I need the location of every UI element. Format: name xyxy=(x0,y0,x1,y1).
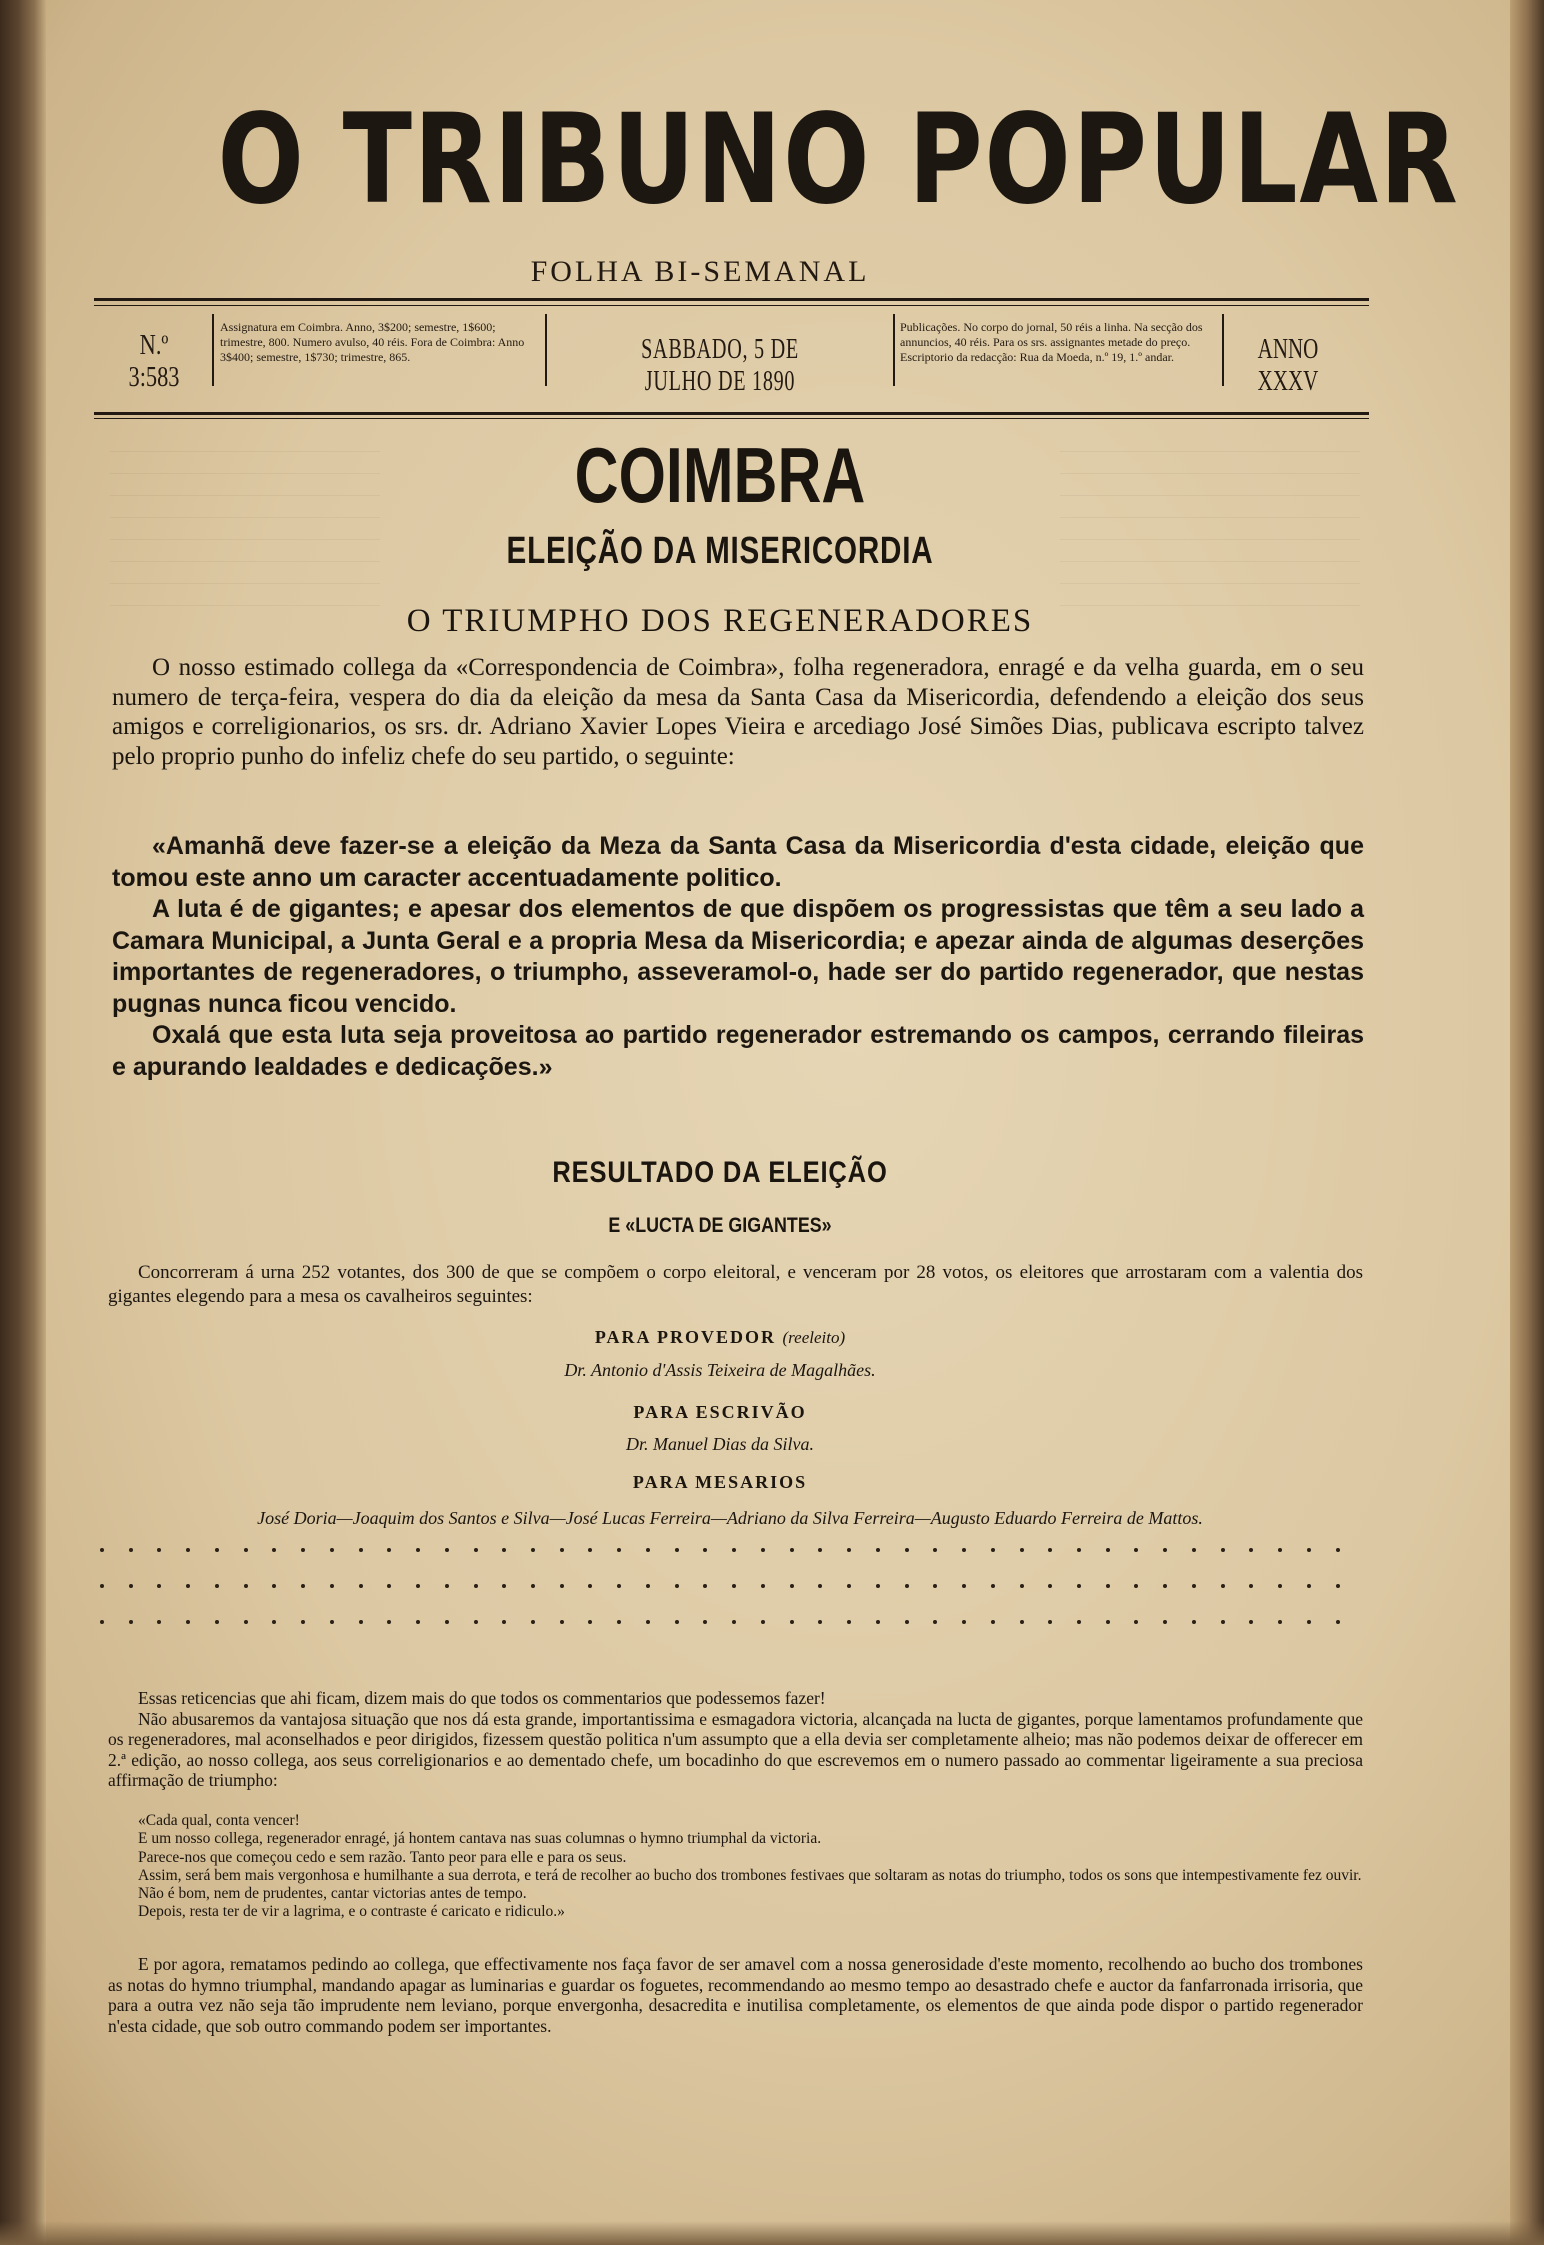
ellipsis-dot-row xyxy=(100,1604,1340,1640)
ellipsis-dot xyxy=(186,1584,190,1588)
ellipsis-dot xyxy=(474,1548,478,1552)
self-quote-line: «Cada qual, conta vencer! xyxy=(138,1812,300,1829)
ellipsis-dot xyxy=(330,1620,334,1624)
ellipsis-dot xyxy=(646,1584,650,1588)
ellipsis-dot xyxy=(1249,1584,1253,1588)
ellipsis-dot xyxy=(962,1620,966,1624)
ellipsis-dot xyxy=(502,1620,506,1624)
ellipsis-dot xyxy=(790,1548,794,1552)
masthead-rule-bottom-thin xyxy=(94,418,1369,419)
quote-paragraph: «Amanhã deve fazer-se a eleição da Meza da Santa Casa da Misericordia d'esta cidade, eleição que tomou este anno um caracter accentuadamente politico. xyxy=(112,832,1364,892)
ellipsis-dot xyxy=(876,1584,880,1588)
quote-paragraph: Oxalá que esta luta seja proveitosa ao partido regenerador estremando os campos, cerrando fileiras e apurando lealdades e dedicações.» xyxy=(112,1021,1364,1081)
ellipsis-dot xyxy=(617,1620,621,1624)
sub-headline: O TRIUMPHO DOS REGENERADORES xyxy=(406,603,1034,639)
ellipsis-dot xyxy=(1106,1584,1110,1588)
issue-date: SABBADO, 5 DE JULHO DE 1890 xyxy=(641,334,799,397)
ellipsis-dot xyxy=(1048,1584,1052,1588)
ellipsis-dot xyxy=(157,1584,161,1588)
masthead-rule-bottom xyxy=(94,412,1369,415)
mesarios-names: José Doria—Joaquim dos Santos e Silva—José Lucas Ferreira—Adriano da Silva Ferreira—Augusto Eduardo Ferreira de Mattos. xyxy=(257,1508,1203,1528)
ellipsis-dot xyxy=(502,1584,506,1588)
ellipsis-dot xyxy=(703,1584,707,1588)
self-quote-line: Depois, resta ter de vir a lagrima, e o contraste é caricato e ridiculo.» xyxy=(138,1903,565,1921)
reticencias-line: Essas reticencias que ahi ficam, dizem mais do que todos os commentarios que podessemos fazer! xyxy=(138,1688,826,1708)
ellipsis-dot xyxy=(933,1584,937,1588)
main-headline: ELEIÇÃO DA MISERICORDIA xyxy=(506,530,934,572)
ellipsis-dot xyxy=(818,1548,822,1552)
ellipsis-dot xyxy=(1020,1584,1024,1588)
escrivao-label: PARA ESCRIVÃO xyxy=(633,1402,807,1422)
ellipsis-dot xyxy=(1048,1548,1052,1552)
ellipsis-dot xyxy=(301,1584,305,1588)
ellipsis-dot xyxy=(1278,1548,1282,1552)
provedor-name: Dr. Antonio d'Assis Teixeira de Magalhães. xyxy=(564,1360,876,1380)
ellipsis-dot xyxy=(1307,1620,1311,1624)
self-quote-line: Não é bom, nem de prudentes, cantar victorias antes de tempo. xyxy=(138,1885,527,1903)
self-quote-line: E um nosso collega, regenerador enragé, já hontem cantava nas suas columnas o hymno triumphal da victoria. xyxy=(138,1830,822,1848)
ellipsis-dot xyxy=(847,1548,851,1552)
ellipsis-dot xyxy=(847,1620,851,1624)
ellipsis-dot xyxy=(330,1548,334,1552)
ellipsis-dot xyxy=(991,1584,995,1588)
ellipsis-dot xyxy=(215,1548,219,1552)
ellipsis-dot xyxy=(560,1620,564,1624)
ellipsis-dot xyxy=(646,1548,650,1552)
ellipsis-dot xyxy=(732,1584,736,1588)
ellipsis-dot xyxy=(502,1548,506,1552)
ellipsis-dot xyxy=(387,1584,391,1588)
ellipsis-dot xyxy=(761,1584,765,1588)
ellipsis-dot xyxy=(790,1620,794,1624)
ellipsis-dot xyxy=(186,1620,190,1624)
ellipsis-dot xyxy=(703,1620,707,1624)
ellipsis-dot xyxy=(991,1620,995,1624)
ellipsis-dot xyxy=(588,1584,592,1588)
masthead-rule-top xyxy=(94,298,1369,301)
subscription-info: Assignatura em Coimbra. Anno, 3$200; semestre, 1$600; trimestre, 800. Numero avulso, 40 réis. Fora de Coimbra: Anno 3$400; semestre, 1$730; trimestre, 865. xyxy=(220,320,525,364)
newspaper-title: O TRIBUNO POPULAR xyxy=(217,88,1460,232)
ellipsis-dot xyxy=(474,1620,478,1624)
ellipsis-dot xyxy=(1221,1548,1225,1552)
ellipsis-dot xyxy=(215,1584,219,1588)
ellipsis-dot xyxy=(1307,1584,1311,1588)
city-headline: COIMBRA xyxy=(574,431,866,519)
ellipsis-dot-rows xyxy=(100,1532,1340,1662)
ellipsis-dot xyxy=(1192,1620,1196,1624)
quoted-block xyxy=(112,831,1364,1083)
ellipsis-dot xyxy=(1336,1620,1340,1624)
ellipsis-dot xyxy=(474,1584,478,1588)
ellipsis-dot xyxy=(1077,1548,1081,1552)
ellipsis-dot xyxy=(100,1548,104,1552)
ellipsis-dot xyxy=(905,1584,909,1588)
ellipsis-dot xyxy=(244,1548,248,1552)
ellipsis-dot xyxy=(445,1620,449,1624)
ellipsis-dot xyxy=(531,1584,535,1588)
ellipsis-dot xyxy=(818,1620,822,1624)
ellipsis-dot xyxy=(732,1620,736,1624)
ellipsis-dot xyxy=(1134,1548,1138,1552)
ellipsis-dot xyxy=(416,1548,420,1552)
ellipsis-dot xyxy=(588,1548,592,1552)
ellipsis-dot xyxy=(962,1548,966,1552)
ellipsis-dot xyxy=(818,1584,822,1588)
ellipsis-dot xyxy=(905,1620,909,1624)
ellipsis-dot xyxy=(359,1584,363,1588)
ellipsis-dot xyxy=(560,1548,564,1552)
ellipsis-dot xyxy=(157,1620,161,1624)
ellipsis-dot xyxy=(962,1584,966,1588)
ellipsis-dot xyxy=(675,1584,679,1588)
ellipsis-dot xyxy=(675,1620,679,1624)
info-separator xyxy=(893,314,895,386)
office-title: PARA PROVEDOR xyxy=(594,1327,777,1347)
page-edge-bottom xyxy=(0,2221,1544,2245)
ellipsis-dot xyxy=(330,1584,334,1588)
ellipsis-dot xyxy=(100,1620,104,1624)
ellipsis-dot xyxy=(1077,1620,1081,1624)
ellipsis-dot xyxy=(100,1584,104,1588)
ellipsis-dot xyxy=(761,1620,765,1624)
ellipsis-dot xyxy=(1221,1584,1225,1588)
ellipsis-dot xyxy=(1134,1620,1138,1624)
ellipsis-dot xyxy=(244,1584,248,1588)
ellipsis-dot xyxy=(416,1584,420,1588)
ellipsis-dot xyxy=(588,1620,592,1624)
ellipsis-dot xyxy=(129,1620,133,1624)
ellipsis-dot xyxy=(129,1584,133,1588)
info-separator xyxy=(212,314,214,386)
ellipsis-dot xyxy=(1278,1620,1282,1624)
info-separator xyxy=(545,314,547,386)
provedor-label xyxy=(200,1327,1240,1348)
binding-gutter xyxy=(0,0,46,2245)
ellipsis-dot xyxy=(1020,1620,1024,1624)
ellipsis-dot xyxy=(1336,1584,1340,1588)
commentary-block xyxy=(108,1688,1363,1791)
publication-info: Publicações. No corpo do jornal, 50 réis a linha. Na secção dos annuncios, 40 réis. Para os srs. assignantes metade do preço. Escriptorio da redacção: Rua da Moeda, n.º 19, 1.º andar. xyxy=(900,320,1203,364)
ellipsis-dot xyxy=(186,1548,190,1552)
ellipsis-dot xyxy=(1307,1548,1311,1552)
ellipsis-dot xyxy=(244,1620,248,1624)
ellipsis-dot xyxy=(531,1620,535,1624)
ellipsis-dot xyxy=(215,1620,219,1624)
ellipsis-dot xyxy=(1048,1620,1052,1624)
ellipsis-dot xyxy=(617,1548,621,1552)
ellipsis-dot xyxy=(301,1620,305,1624)
ellipsis-dot xyxy=(1278,1584,1282,1588)
ellipsis-dot xyxy=(703,1548,707,1552)
ellipsis-dot xyxy=(359,1620,363,1624)
ellipsis-dot xyxy=(761,1548,765,1552)
ellipsis-dot xyxy=(732,1548,736,1552)
result-subheading: E «LUCTA DE GIGANTES» xyxy=(608,1214,832,1237)
ellipsis-dot xyxy=(905,1548,909,1552)
ellipsis-dot xyxy=(272,1620,276,1624)
info-separator xyxy=(1222,314,1224,386)
ellipsis-dot xyxy=(301,1548,305,1552)
mesarios-label: PARA MESARIOS xyxy=(632,1472,808,1492)
issue-number: N.º 3:583 xyxy=(128,330,180,393)
commentary-paragraph: Não abusaremos da vantajosa situação que nos dá esta grande, importantissima e esmagadora victoria, alcançada na lucta de gigantes, porque lamentamos profundamente que os regeneradores, mal aconselhados e peor dirigidos, fizessem questão politica n'um assumpto que a ella devia ser completamente alheio; mas não podemos deixar de offerecer em 2.ª edição, ao nosso collega, aos seus correligionarios e ao dementado chefe, um bocadinho do que escrevemos em o numero passado ao commentar ligeiramente a sua preciosa affirmação de triumpho: xyxy=(108,1708,1363,1790)
ellipsis-dot xyxy=(933,1548,937,1552)
ellipsis-dot xyxy=(129,1548,133,1552)
ellipsis-dot xyxy=(1163,1620,1167,1624)
ellipsis-dot xyxy=(359,1548,363,1552)
ellipsis-dot xyxy=(387,1548,391,1552)
ellipsis-dot xyxy=(445,1548,449,1552)
ellipsis-dot xyxy=(646,1620,650,1624)
self-quote-block xyxy=(108,1812,1363,1922)
self-quote-line: Assim, será bem mais vergonhosa e humilhante a sua derrota, e terá de recolher ao bucho dos trombones festivaes que soltaram as notas do triumpho, todos os sons que intempestivamente fez ouvir. xyxy=(138,1866,1362,1884)
ellipsis-dot xyxy=(617,1584,621,1588)
ellipsis-dot xyxy=(387,1620,391,1624)
issue-year: ANNO XXXV xyxy=(1257,334,1319,397)
votes-paragraph: Concorreram á urna 252 votantes, dos 300 de que se compõem o corpo eleitoral, e venceram por 28 votos, os eleitores que arrostaram com a valentia dos gigantes elegendo para a mesa os cavalheiros seguintes: xyxy=(108,1262,1363,1307)
ellipsis-dot xyxy=(272,1584,276,1588)
ellipsis-dot-row xyxy=(100,1532,1340,1568)
ellipsis-dot-row xyxy=(100,1568,1340,1604)
masthead-rule-thin xyxy=(94,305,1369,306)
ellipsis-dot xyxy=(1249,1548,1253,1552)
ellipsis-dot xyxy=(1249,1620,1253,1624)
page-edge-right xyxy=(1510,0,1544,2245)
ellipsis-dot xyxy=(1134,1584,1138,1588)
newspaper-subtitle: FOLHA BI-SEMANAL xyxy=(530,255,870,288)
ellipsis-dot xyxy=(991,1548,995,1552)
ellipsis-dot xyxy=(876,1620,880,1624)
self-quote-line: Parece-nos que começou cedo e sem razão. Tanto peor para elle e para os seus. xyxy=(138,1848,627,1866)
office-note: (reeleito) xyxy=(782,1328,846,1347)
ellipsis-dot xyxy=(560,1584,564,1588)
ellipsis-dot xyxy=(1192,1548,1196,1552)
final-paragraph: E por agora, rematamos pedindo ao collega, que effectivamente nos faça favor de ser amavel com a nossa generosidade d'este momento, recolhendo ao bucho dos trombones as notas do hymno triumphal, mandando apagar as luminarias e guardar os foguetes, recommendando ao mesmo tempo ao desastrado chefe e auctor da fanfarronada irrisoria, que para a outra vez não seja tão imprudente nem leviano, porque envergonha, desacredita e inutilisa completamente, os elementos de que ainda pode dispor o partido regenerador n'esta cidade, que sob outro commando podem ser importantes. xyxy=(108,1954,1363,2036)
ellipsis-dot xyxy=(1336,1548,1340,1552)
ellipsis-dot xyxy=(876,1548,880,1552)
ellipsis-dot xyxy=(1106,1620,1110,1624)
intro-paragraph: O nosso estimado collega da «Correspondencia de Coimbra», folha regeneradora, enragé e da velha guarda, em o seu numero de terça-feira, vespera do dia da eleição da mesa da Santa Casa da Misericordia, defendendo a eleição dos seus amigos e correligionarios, os srs. dr. Adriano Xavier Lopes Vieira e arcediago José Simões Dias, publicava escripto talvez pelo proprio punho do infeliz chefe do seu partido, o seguinte: xyxy=(112,654,1364,770)
ellipsis-dot xyxy=(933,1620,937,1624)
ellipsis-dot xyxy=(1163,1548,1167,1552)
ellipsis-dot xyxy=(272,1548,276,1552)
ellipsis-dot xyxy=(1163,1584,1167,1588)
ellipsis-dot xyxy=(531,1548,535,1552)
ellipsis-dot xyxy=(445,1584,449,1588)
ellipsis-dot xyxy=(1221,1620,1225,1624)
quote-paragraph: A luta é de gigantes; e apesar dos elementos de que dispõem os progressistas que têm a seu lado a Camara Municipal, a Junta Geral e a propria Mesa da Misericordia; e apezar ainda de algumas deserções importantes de regeneradores, o triumpho, asseveramol-o, hade ser do partido regenerador, que nestas pugnas nunca ficou vencido. xyxy=(112,895,1364,1018)
result-heading: RESULTADO DA ELEIÇÃO xyxy=(552,1156,888,1189)
ellipsis-dot xyxy=(847,1584,851,1588)
ellipsis-dot xyxy=(790,1584,794,1588)
ellipsis-dot xyxy=(1192,1584,1196,1588)
ellipsis-dot xyxy=(1106,1548,1110,1552)
ellipsis-dot xyxy=(157,1548,161,1552)
ellipsis-dot xyxy=(675,1548,679,1552)
ellipsis-dot xyxy=(1020,1548,1024,1552)
ellipsis-dot xyxy=(1077,1584,1081,1588)
escrivao-name: Dr. Manuel Dias da Silva. xyxy=(626,1434,814,1454)
ellipsis-dot xyxy=(416,1620,420,1624)
